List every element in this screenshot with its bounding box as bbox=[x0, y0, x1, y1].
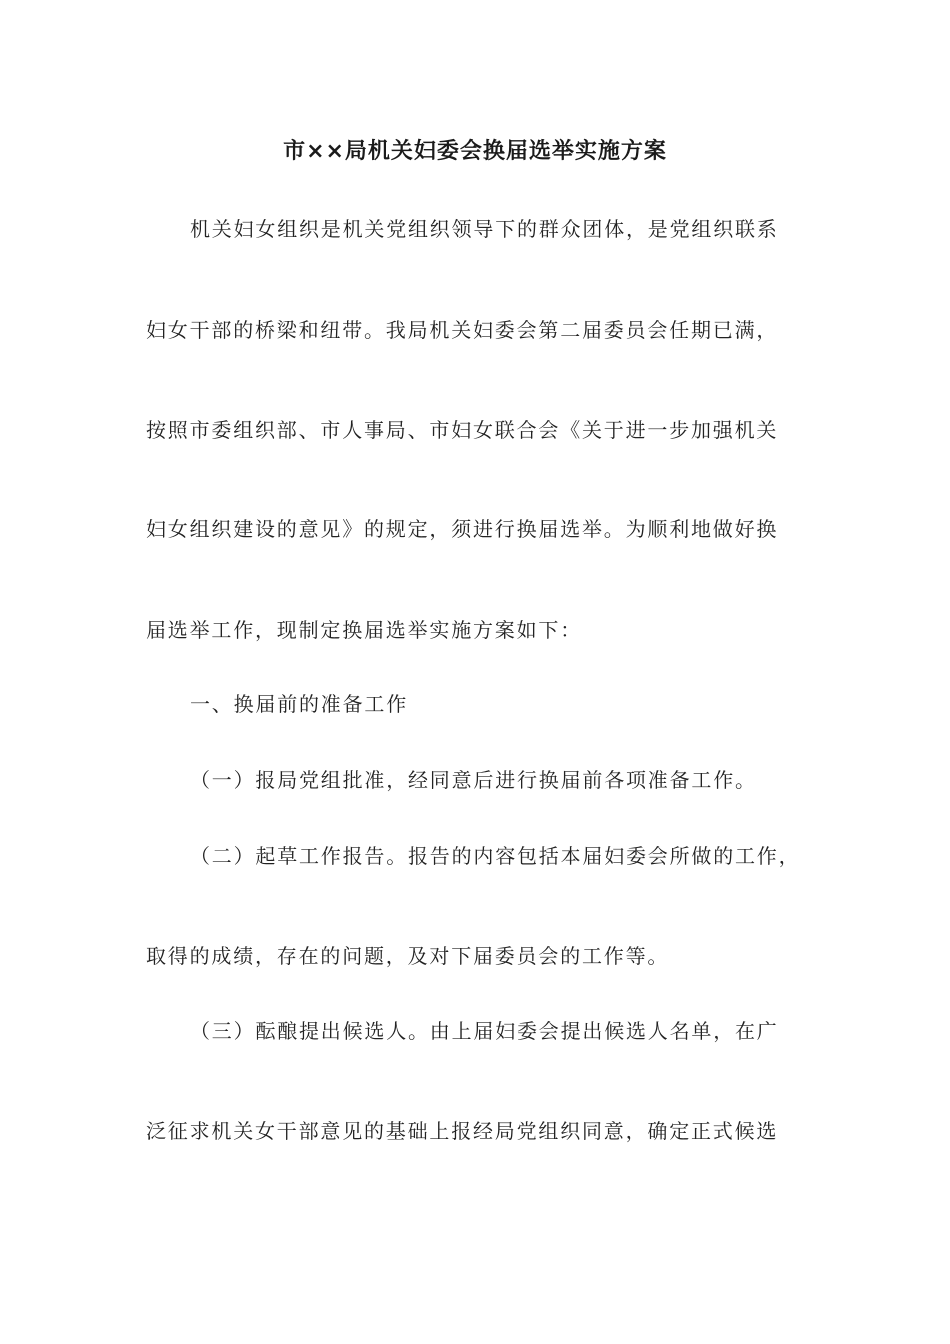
section-heading: 一、换届前的准备工作 bbox=[190, 692, 408, 716]
paragraph-line: 妇女组织建设的意见》的规定，须进行换届选举。为顺利地做好换 bbox=[146, 517, 779, 541]
paragraph-line: 妇女干部的桥梁和纽带。我局机关妇委会第二届委员会任期已满， bbox=[146, 318, 779, 342]
subsection-line: （二）起草工作报告。报告的内容包括本届妇委会所做的工作， bbox=[190, 844, 801, 868]
paragraph-line: 机关妇女组织是机关党组织领导下的群众团体，是党组织联系 bbox=[190, 217, 779, 241]
paragraph-line: 按照市委组织部、市人事局、市妇女联合会《关于进一步加强机关 bbox=[146, 418, 779, 442]
subsection-line: （三）酝酿提出候选人。由上届妇委会提出候选人名单，在广 bbox=[190, 1019, 779, 1043]
paragraph-line: 泛征求机关女干部意见的基础上报经局党组织同意，确定正式候选 bbox=[146, 1119, 779, 1143]
document-title: 市××局机关妇委会换届选举实施方案 bbox=[283, 139, 667, 164]
paragraph-line: 取得的成绩，存在的问题，及对下届委员会的工作等。 bbox=[146, 944, 670, 968]
subsection-line: （一）报局党组批准，经同意后进行换届前各项准备工作。 bbox=[190, 768, 757, 792]
paragraph-line: 届选举工作，现制定换届选举实施方案如下： bbox=[146, 618, 582, 642]
